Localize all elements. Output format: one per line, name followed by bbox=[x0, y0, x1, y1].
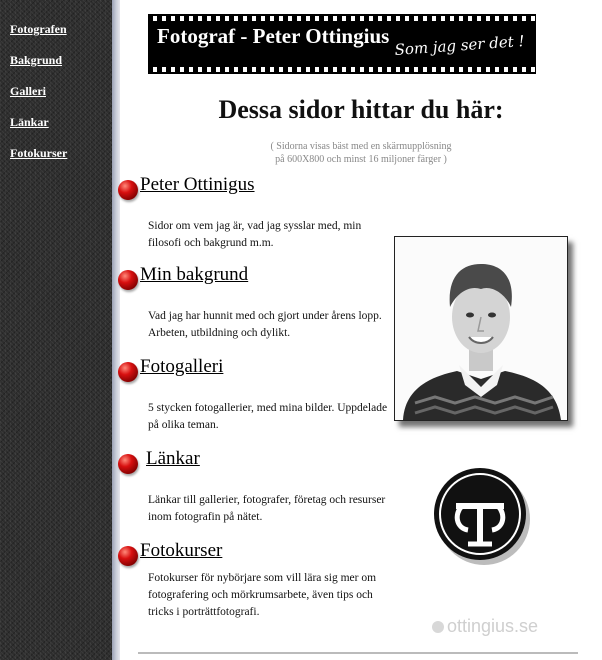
red-ball-icon bbox=[118, 362, 138, 382]
resolution-note bbox=[120, 140, 602, 166]
red-ball-icon bbox=[118, 454, 138, 474]
header-banner bbox=[148, 14, 536, 74]
nav-link-galleri[interactable]: Galleri bbox=[10, 84, 46, 98]
nav-link-fotokurser[interactable]: Fotokurser bbox=[10, 146, 68, 160]
section-description: Länkar till gallerier, fotografer, företag och resurser inom fotografin på nätet. bbox=[148, 494, 386, 523]
red-ball-icon bbox=[118, 180, 138, 200]
red-ball-icon bbox=[118, 270, 138, 290]
sidebar-item-bakgrund[interactable] bbox=[10, 51, 67, 82]
site-tagline: Som jag ser det ! bbox=[394, 31, 526, 59]
sidebar bbox=[0, 0, 112, 660]
portrait-illustration bbox=[395, 237, 567, 420]
section-link-fotogalleri[interactable]: Fotogalleri bbox=[140, 356, 224, 377]
watermark-text: ottingius.se bbox=[447, 616, 539, 636]
site-title: Fotograf - Peter Ottingius bbox=[157, 24, 390, 48]
watermark bbox=[432, 616, 538, 637]
resolution-note-line1: ( Sidorna visas bäst med en skärmupplösning bbox=[270, 141, 452, 152]
red-ball-icon bbox=[118, 546, 138, 566]
sidebar-nav bbox=[10, 20, 67, 175]
film-sprockets-bottom bbox=[148, 67, 536, 72]
pto-monogram-logo bbox=[432, 466, 532, 566]
resolution-note-line2: på 600X800 och minst 16 miljoner färger ) bbox=[275, 154, 447, 165]
sidebar-item-galleri[interactable] bbox=[10, 82, 67, 113]
section-description: Vad jag har hunnit med och gjort under årens lopp. Arbeten, utbildning och dylikt. bbox=[148, 310, 382, 339]
section-description: Sidor om vem jag är, vad jag sysslar med, min filosofi och bakgrund m.m. bbox=[148, 220, 362, 249]
page-heading: Dessa sidor hittar du här: bbox=[218, 95, 504, 124]
section-link-peter[interactable]: Peter Ottinigus bbox=[140, 174, 255, 195]
nav-link-fotografen[interactable]: Fotografen bbox=[10, 22, 67, 36]
nav-link-bakgrund[interactable]: Bakgrund bbox=[10, 53, 63, 67]
section-link-lankar[interactable]: Länkar bbox=[146, 448, 200, 469]
footer-divider bbox=[138, 652, 578, 654]
sidebar-item-lankar[interactable] bbox=[10, 113, 67, 144]
sidebar-item-fotokurser[interactable] bbox=[10, 144, 67, 175]
section-description: Fotokurser för nybörjare som vill lära sig mer om fotografering och mörkrumsarbete, även tips och tricks i porträttfotografi. bbox=[148, 572, 377, 618]
section-link-fotokurser[interactable]: Fotokurser bbox=[140, 540, 223, 561]
nav-link-lankar[interactable]: Länkar bbox=[10, 115, 49, 129]
portrait-photo bbox=[394, 236, 568, 421]
film-sprockets-top bbox=[148, 16, 536, 21]
sidebar-item-fotografen[interactable] bbox=[10, 20, 67, 51]
section-link-bakgrund[interactable]: Min bakgrund bbox=[140, 264, 249, 285]
copyright-icon bbox=[432, 621, 444, 633]
section-description: 5 stycken fotogallerier, med mina bilder. Uppdelade på olika teman. bbox=[148, 402, 388, 431]
